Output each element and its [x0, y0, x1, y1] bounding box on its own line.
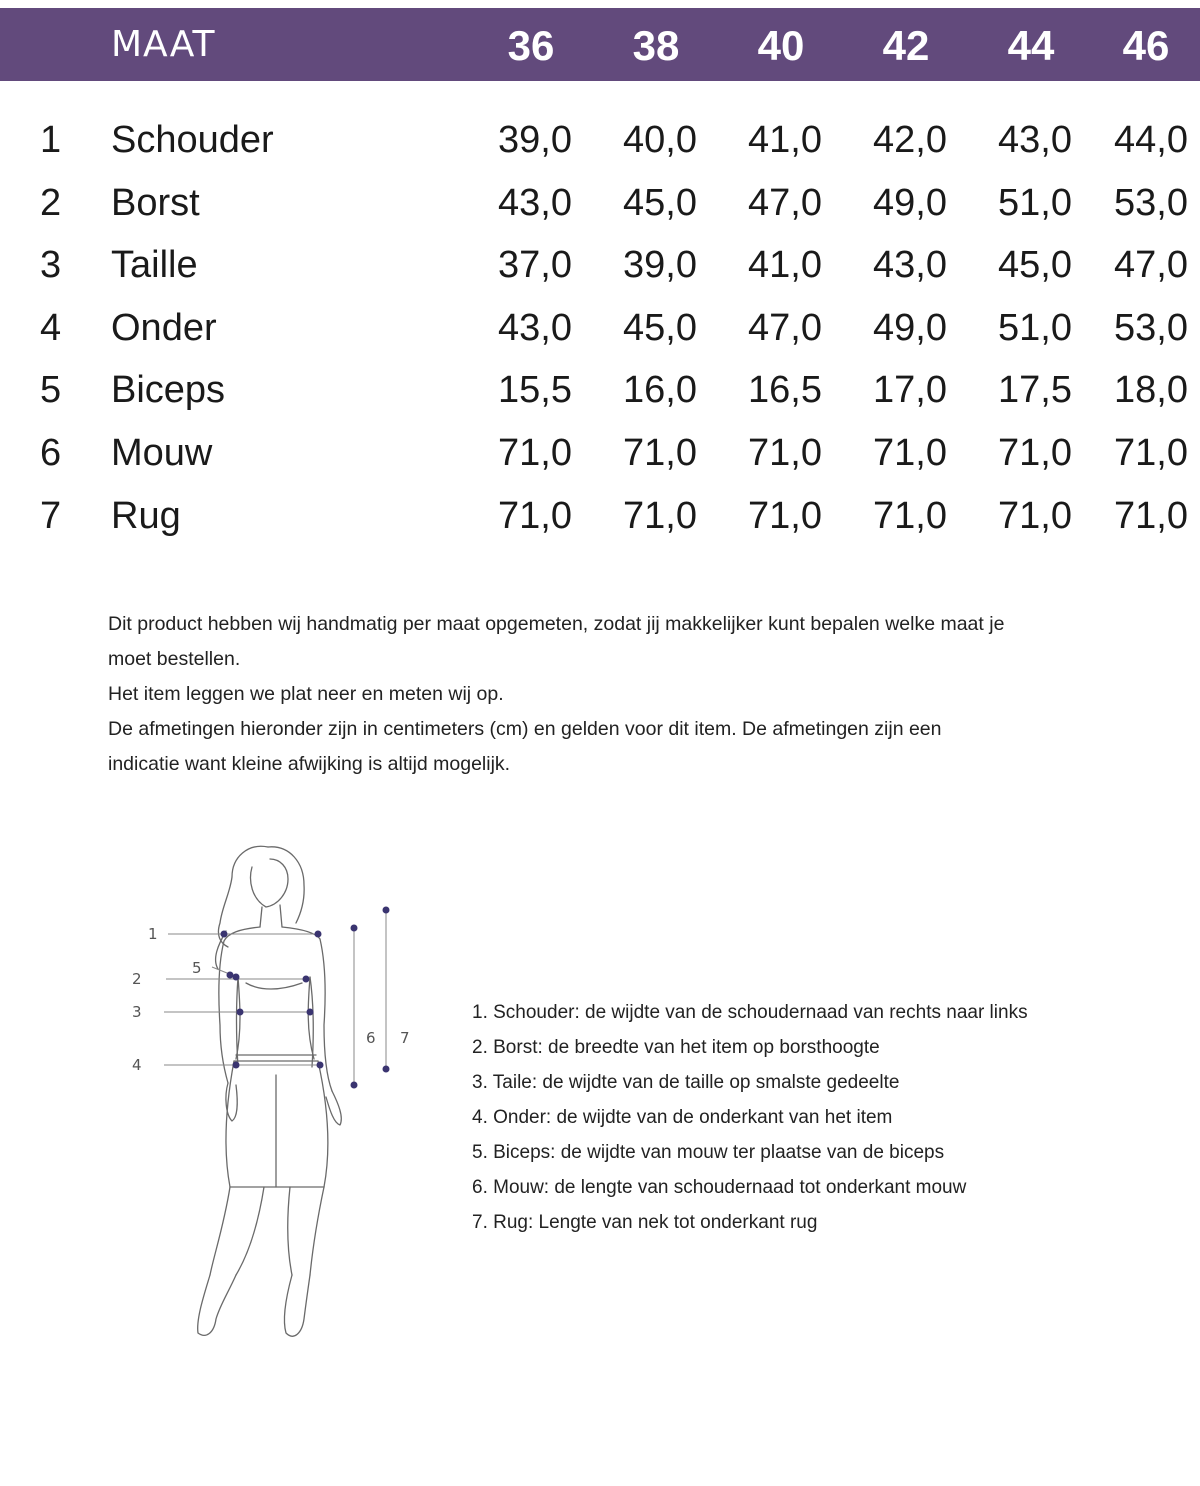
figure-label: 1 [148, 925, 158, 943]
table-cell: 71,0 [623, 494, 697, 537]
table-cell: 44,0 [1114, 119, 1188, 161]
row-label: Schouder [111, 119, 274, 161]
row-label: Biceps [111, 369, 226, 412]
table-cell: 43,0 [498, 306, 572, 349]
table-cell: 16,5 [748, 369, 822, 412]
legend-item: 4. Onder: de wijdte van de onderkant van het item [472, 1107, 893, 1128]
table-cell: 71,0 [498, 432, 572, 474]
table-cell: 37,0 [498, 244, 572, 287]
table-cell: 53,0 [1114, 181, 1188, 224]
table-cell: 39,0 [623, 244, 697, 287]
table-cell: 40,0 [623, 119, 697, 161]
row-label: Mouw [111, 432, 213, 474]
table-cell: 71,0 [998, 432, 1072, 474]
table-cell: 43,0 [498, 181, 572, 224]
table-cell: 17,5 [998, 369, 1072, 412]
description-line: moet bestellen. [108, 648, 241, 670]
table-cell: 45,0 [998, 244, 1072, 287]
table-cell: 16,0 [623, 369, 697, 412]
size-header-bar [0, 8, 1200, 81]
measurement-figure-illustration [120, 835, 440, 1355]
table-cell: 71,0 [998, 494, 1072, 537]
table-row [0, 178, 1200, 238]
figure-label: 6 [366, 1029, 376, 1047]
measurement-legend [472, 995, 1172, 1240]
figure-label: 7 [400, 1029, 410, 1047]
table-row [0, 240, 1200, 300]
table-cell: 17,0 [873, 369, 947, 412]
description-line: Het item leggen we plat neer en meten wij op. [108, 683, 504, 705]
table-cell: 43,0 [873, 244, 947, 287]
row-number: 3 [40, 244, 62, 287]
table-row [0, 428, 1200, 488]
table-cell: 18,0 [1114, 369, 1188, 412]
table-cell: 53,0 [1114, 306, 1188, 349]
table-cell: 71,0 [873, 494, 947, 537]
legend-item: 3. Taile: de wijdte van de taille op smalste gedeelte [472, 1072, 900, 1093]
row-label: Onder [111, 306, 217, 349]
table-cell: 42,0 [873, 119, 947, 161]
row-number: 5 [40, 369, 62, 412]
table-cell: 39,0 [498, 119, 572, 161]
figure-label: 5 [192, 959, 202, 977]
table-row [0, 303, 1200, 363]
description-line: Dit product hebben wij handmatig per maat opgemeten, zodat jij makkelijker kunt bepalen welke maat je [108, 613, 1005, 635]
table-row [0, 491, 1200, 551]
table-row [0, 365, 1200, 425]
legend-item: 6. Mouw: de lengte van schoudernaad tot onderkant mouw [472, 1177, 967, 1198]
row-label: Taille [111, 244, 198, 287]
figure-sketch [120, 835, 440, 1355]
row-number: 4 [40, 306, 62, 349]
legend-item: 7. Rug: Lengte van nek tot onderkant rug [472, 1212, 818, 1233]
row-label: Borst [111, 181, 200, 224]
size-column-header: 44 [1007, 22, 1055, 69]
table-cell: 15,5 [498, 369, 572, 412]
table-cell: 51,0 [998, 306, 1072, 349]
table-cell: 71,0 [1114, 494, 1188, 537]
table-cell: 47,0 [1114, 244, 1188, 287]
table-cell: 45,0 [623, 306, 697, 349]
table-cell: 71,0 [873, 432, 947, 474]
size-column-header: 36 [507, 22, 555, 69]
figure-label: 4 [132, 1056, 142, 1074]
size-column-header: 40 [757, 22, 805, 69]
description-line: De afmetingen hieronder zijn in centimeters (cm) en gelden voor dit item. De afmetingen zijn een [108, 718, 942, 740]
row-number: 1 [40, 119, 62, 161]
table-row [0, 115, 1200, 175]
table-cell: 71,0 [748, 432, 822, 474]
legend-item: 5. Biceps: de wijdte van mouw ter plaatse van de biceps [472, 1142, 945, 1163]
table-cell: 45,0 [623, 181, 697, 224]
table-cell: 41,0 [748, 244, 822, 287]
row-number: 6 [40, 432, 62, 474]
table-cell: 51,0 [998, 181, 1072, 224]
description-text [108, 607, 1108, 782]
size-column-header: 42 [882, 22, 930, 69]
table-cell: 71,0 [498, 494, 572, 537]
table-cell: 49,0 [873, 181, 947, 224]
table-cell: 71,0 [623, 432, 697, 474]
row-number: 2 [40, 181, 62, 224]
legend-item: 2. Borst: de breedte van het item op borsthoogte [472, 1037, 880, 1058]
table-cell: 43,0 [998, 119, 1072, 161]
table-cell: 47,0 [748, 306, 822, 349]
table-cell: 41,0 [748, 119, 822, 161]
table-cell: 71,0 [1114, 432, 1188, 474]
size-column-header: 38 [632, 22, 680, 69]
description-line: indicatie want kleine afwijking is altijd mogelijk. [108, 753, 511, 775]
legend-item: 1. Schouder: de wijdte van de schoudernaad van rechts naar links [472, 1002, 1028, 1023]
figure-label: 3 [132, 1003, 142, 1021]
row-number: 7 [40, 494, 62, 537]
table-cell: 71,0 [748, 494, 822, 537]
size-header-label: MAAT [111, 24, 216, 65]
table-cell: 49,0 [873, 306, 947, 349]
figure-label: 2 [132, 970, 142, 988]
table-cell: 47,0 [748, 181, 822, 224]
row-label: Rug [111, 494, 181, 537]
size-column-header: 46 [1122, 22, 1170, 69]
